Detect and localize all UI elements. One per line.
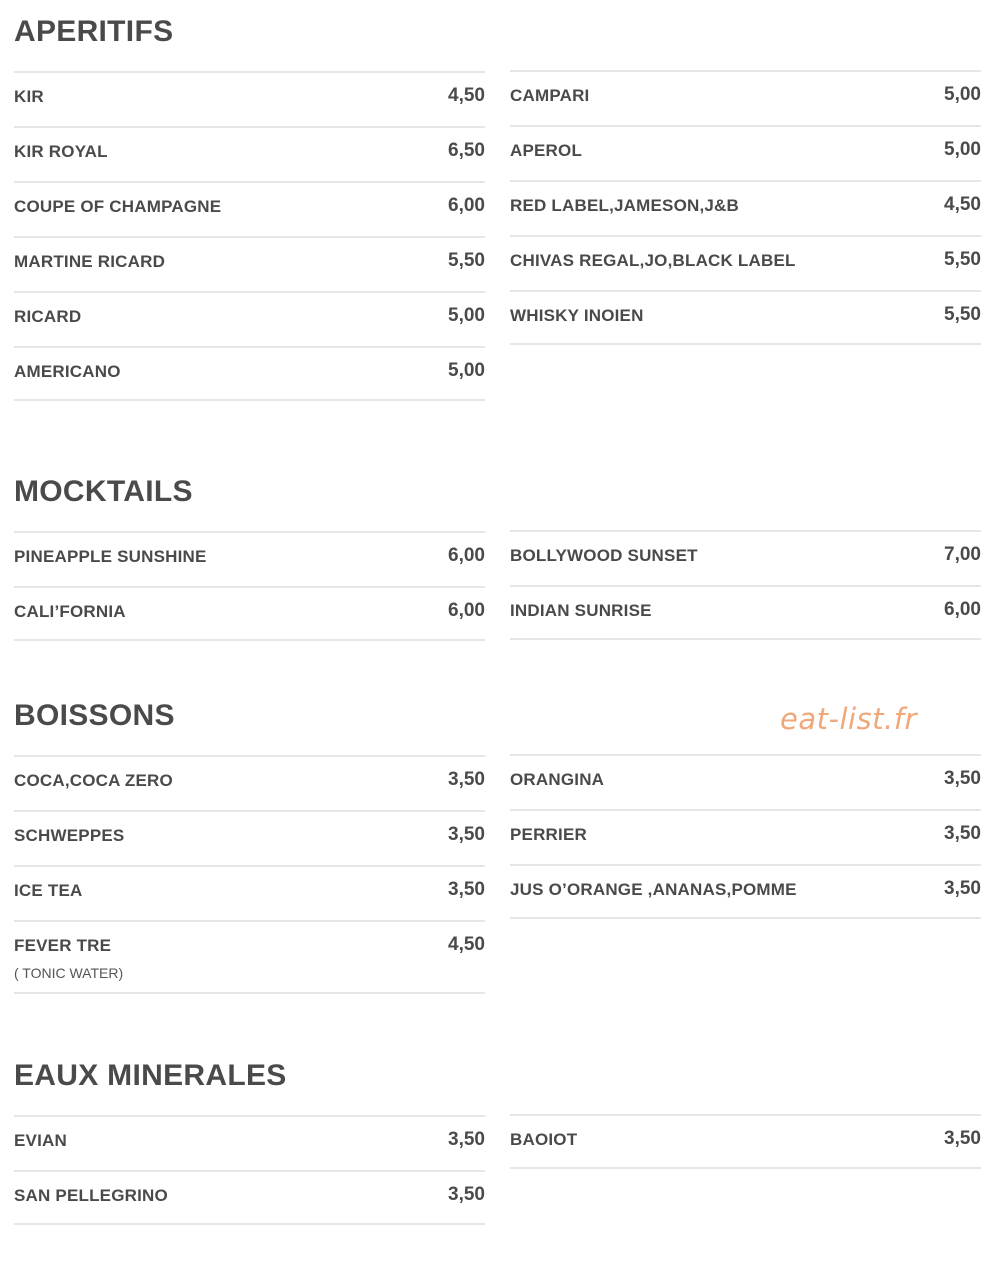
item-price: 6,00 bbox=[448, 545, 485, 566]
menu-item bbox=[14, 236, 485, 291]
item-price: 6,50 bbox=[448, 140, 485, 161]
menu-item bbox=[510, 180, 981, 235]
item-name: MARTINE RICARD bbox=[14, 252, 166, 271]
item-price: 5,00 bbox=[448, 305, 485, 326]
item-price: 3,50 bbox=[944, 878, 981, 899]
item-price: 5,50 bbox=[944, 249, 981, 270]
item-price: 7,00 bbox=[944, 544, 981, 565]
item-name: WHISKY INOIEN bbox=[510, 306, 644, 325]
item-price: 5,50 bbox=[448, 250, 485, 271]
item-note: ( TONIC WATER) bbox=[14, 965, 124, 981]
menu-item bbox=[14, 1170, 485, 1225]
menu-item bbox=[14, 126, 485, 181]
section-title: EAUX MINERALES bbox=[14, 1059, 287, 1092]
menu-item bbox=[14, 586, 485, 641]
menu-item bbox=[14, 71, 485, 126]
menu-item bbox=[510, 585, 981, 640]
item-price: 3,50 bbox=[448, 1184, 485, 1205]
menu-item bbox=[14, 181, 485, 236]
menu-column-left bbox=[14, 531, 485, 641]
menu-item bbox=[14, 755, 485, 810]
item-name: CHIVAS REGAL,JO,BLACK LABEL bbox=[510, 251, 796, 270]
item-price: 5,00 bbox=[944, 139, 981, 160]
menu-column-right bbox=[510, 70, 981, 345]
menu-item bbox=[510, 125, 981, 180]
section-title: MOCKTAILS bbox=[14, 475, 193, 508]
item-name: CAMPARI bbox=[510, 86, 590, 105]
item-name: COUPE OF CHAMPAGNE bbox=[14, 197, 222, 216]
menu-item bbox=[510, 809, 981, 864]
item-name: SCHWEPPES bbox=[14, 826, 125, 845]
menu-item bbox=[14, 531, 485, 586]
menu-item bbox=[510, 290, 981, 345]
item-price: 3,50 bbox=[448, 769, 485, 790]
item-name: ORANGINA bbox=[510, 770, 605, 789]
item-name: RED LABEL,JAMESON,J&B bbox=[510, 196, 740, 215]
item-price: 3,50 bbox=[448, 879, 485, 900]
item-price: 4,50 bbox=[448, 85, 485, 106]
item-name: BOLLYWOOD SUNSET bbox=[510, 546, 698, 565]
item-price: 5,00 bbox=[944, 84, 981, 105]
watermark-logo: eat-list.fr bbox=[780, 702, 917, 736]
item-price: 4,50 bbox=[944, 194, 981, 215]
item-price: 5,00 bbox=[448, 360, 485, 381]
item-name: CALI’FORNIA bbox=[14, 602, 126, 621]
menu-column-right bbox=[510, 1114, 981, 1169]
menu-item bbox=[14, 810, 485, 865]
item-price: 3,50 bbox=[944, 768, 981, 789]
item-name: PINEAPPLE SUNSHINE bbox=[14, 547, 207, 566]
item-price: 6,00 bbox=[944, 599, 981, 620]
menu-column-left bbox=[14, 71, 485, 401]
menu-item bbox=[14, 291, 485, 346]
menu-item bbox=[510, 70, 981, 125]
item-price: 3,50 bbox=[448, 824, 485, 845]
item-price: 6,00 bbox=[448, 600, 485, 621]
menu-column-right bbox=[510, 754, 981, 919]
menu-item bbox=[14, 346, 485, 401]
item-name: JUS O’ORANGE ,ANANAS,POMME bbox=[510, 880, 797, 899]
menu-item bbox=[510, 235, 981, 290]
menu-item bbox=[510, 864, 981, 919]
menu-item bbox=[510, 530, 981, 585]
item-name: ICE TEA bbox=[14, 881, 83, 900]
menu-column-left bbox=[14, 755, 485, 994]
item-price: 3,50 bbox=[448, 1129, 485, 1150]
menu-item bbox=[14, 920, 485, 994]
item-price: 3,50 bbox=[944, 1128, 981, 1149]
item-name: AMERICANO bbox=[14, 362, 121, 381]
menu-item bbox=[14, 865, 485, 920]
section-title: APERITIFS bbox=[14, 15, 174, 48]
item-name: SAN PELLEGRINO bbox=[14, 1186, 168, 1205]
item-name: INDIAN SUNRISE bbox=[510, 601, 652, 620]
item-price: 5,50 bbox=[944, 304, 981, 325]
item-price: 6,00 bbox=[448, 195, 485, 216]
item-name: KIR ROYAL bbox=[14, 142, 108, 161]
item-name: PERRIER bbox=[510, 825, 587, 844]
item-name: KIR bbox=[14, 87, 44, 106]
item-name: BAOIOT bbox=[510, 1130, 578, 1149]
item-name: EVIAN bbox=[14, 1131, 67, 1150]
section-title: BOISSONS bbox=[14, 699, 175, 732]
menu-column-right bbox=[510, 530, 981, 640]
item-name: COCA,COCA ZERO bbox=[14, 771, 173, 790]
menu-item bbox=[14, 1115, 485, 1170]
menu-item bbox=[510, 754, 981, 809]
item-price: 4,50 bbox=[448, 934, 485, 955]
item-price: 3,50 bbox=[944, 823, 981, 844]
item-name: RICARD bbox=[14, 307, 82, 326]
menu-item bbox=[510, 1114, 981, 1169]
item-name: APEROL bbox=[510, 141, 583, 160]
menu-column-left bbox=[14, 1115, 485, 1225]
item-name: FEVER TRE bbox=[14, 936, 112, 955]
